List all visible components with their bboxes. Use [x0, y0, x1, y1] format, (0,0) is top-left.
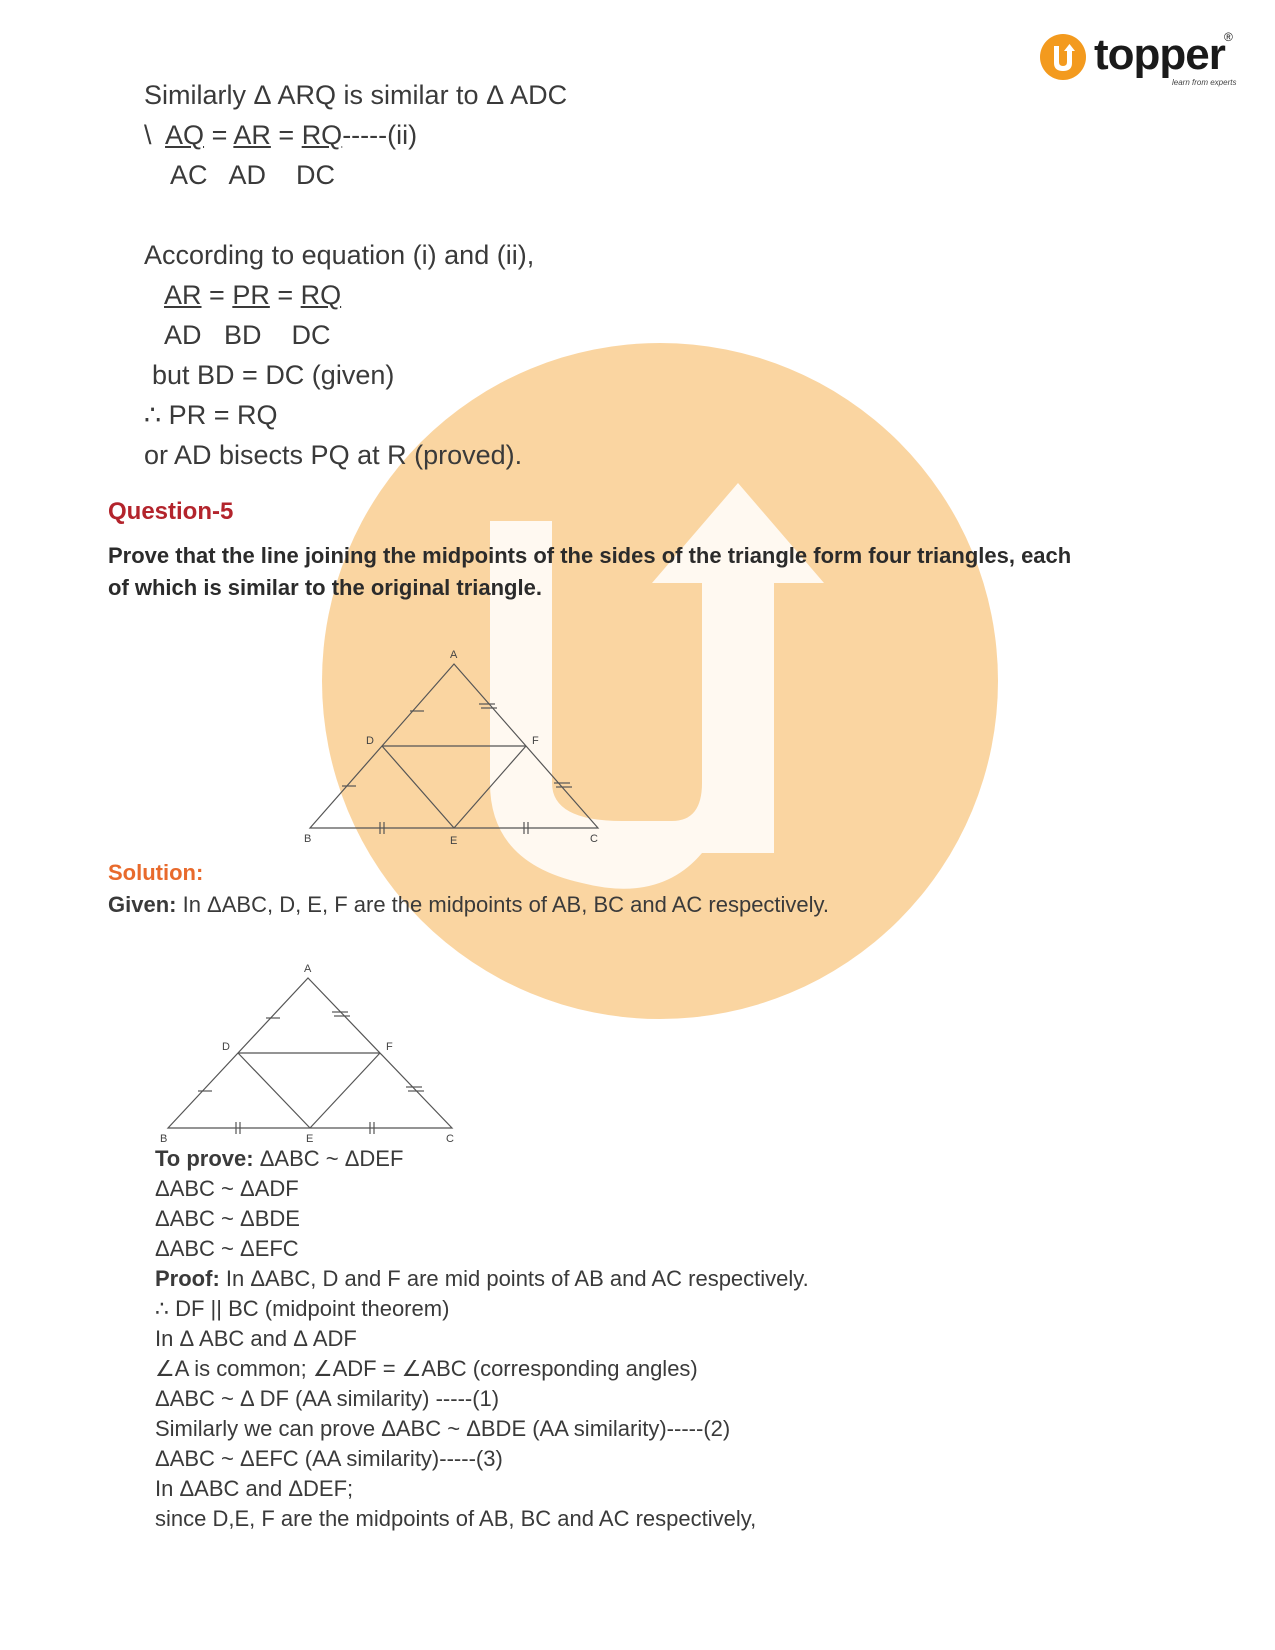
eq-num-aq: AQ [165, 120, 205, 150]
logo-wordmark: topper [1094, 30, 1225, 79]
vertex-e-label: E [450, 835, 458, 847]
proof-line [155, 1266, 809, 1292]
to-prove-text: ΔABC ~ ΔDEF [253, 1146, 404, 1171]
eq-sign: = [278, 120, 295, 150]
eq-num-ar: AR [164, 280, 202, 310]
to-prove-line [155, 1146, 403, 1172]
eq-sign: = [209, 280, 225, 310]
topper-logo-icon [1040, 34, 1086, 80]
registered-mark: ® [1224, 30, 1233, 44]
vertex-d-label: D [222, 1041, 230, 1053]
eq-num-pr: PR [232, 280, 270, 310]
eq-tag: -----(ii) [342, 120, 418, 150]
vertex-c-label: C [446, 1133, 454, 1145]
proof-line-since: since D,E, F are the midpoints of AB, BC and AC respectively, [155, 1506, 757, 1531]
proof-label: Proof: [155, 1266, 220, 1291]
vertex-c-label: C [590, 833, 598, 845]
vertex-a-label: A [304, 963, 312, 975]
line-pr-rq: ∴ PR = RQ [144, 400, 278, 430]
proof-line-1: ΔABC ~ Δ DF (AA similarity) -----(1) [155, 1386, 500, 1411]
vertex-a-label: A [450, 649, 458, 661]
triangle-figure-question [290, 640, 620, 850]
given-line [108, 892, 829, 918]
line-according: According to equation (i) and (ii), [144, 240, 535, 270]
segment-ef [310, 1053, 380, 1128]
given-text: In ΔABC, D, E, F are the midpoints of AB, BC and AC respectively. [176, 892, 830, 917]
to-prove-label: To prove: [155, 1146, 254, 1171]
equation-combined [164, 280, 341, 311]
proof-line-angles: ∠A is common; ∠ADF = ∠ABC (corresponding angles) [155, 1356, 698, 1381]
eq-sign: = [211, 120, 228, 150]
segment-de [238, 1053, 310, 1128]
solution-heading: Solution: [108, 860, 204, 885]
eq-sign: = [277, 280, 294, 310]
eq-num-rq: RQ [301, 120, 343, 150]
given-label: Given: [108, 892, 177, 917]
proof-line-in-abc-adf: In Δ ABC and Δ ADF [155, 1326, 357, 1351]
proof-line-abc-def: In ΔABC and ΔDEF; [155, 1476, 354, 1501]
triangle-figure-solution [150, 950, 480, 1150]
vertex-f-label: F [386, 1041, 393, 1053]
vertex-b-label: B [304, 833, 312, 845]
equation-combined-denominators: AD BD DC [164, 320, 331, 350]
proof-line-3: ΔABC ~ ΔEFC (AA similarity)-----(3) [155, 1446, 503, 1471]
line-similar-arq: Similarly Δ ARQ is similar to Δ ADC [144, 80, 568, 110]
equation-ii-denominators: AC AD DC [170, 160, 336, 190]
prove-line-1: ΔABC ~ ΔADF [155, 1176, 299, 1201]
proof-line-df-bc: ∴ DF || BC (midpoint theorem) [155, 1296, 450, 1321]
eq-num-rq: RQ [300, 280, 342, 310]
proof-text: In ΔABC, D and F are mid points of AB and AC respectively. [219, 1266, 809, 1291]
vertex-e-label: E [306, 1133, 314, 1145]
eq-num-ar: AR [233, 120, 271, 150]
topper-logo[interactable] [1040, 30, 1240, 94]
line-but-bd-dc: but BD = DC (given) [152, 360, 395, 390]
equation-ii [144, 120, 417, 151]
question-heading: Question-5 [108, 498, 234, 525]
question-text: Prove that the line joining the midpoints of the sides of the triangle form four triangles, each of which is similar to the original triangle. [108, 543, 1072, 600]
vertex-b-label: B [160, 1133, 168, 1145]
vertex-f-label: F [532, 735, 539, 747]
eq-prefix: \ [144, 120, 152, 150]
proof-line-2: Similarly we can prove ΔABC ~ ΔBDE (AA similarity)-----(2) [155, 1416, 731, 1441]
segment-ef [454, 746, 526, 828]
logo-tagline: learn from experts [1172, 78, 1237, 87]
prove-line-2: ΔABC ~ ΔBDE [155, 1206, 300, 1231]
line-ad-bisects: or AD bisects PQ at R (proved). [144, 440, 523, 470]
segment-de [382, 746, 454, 828]
prove-line-3: ΔABC ~ ΔEFC [155, 1236, 299, 1261]
vertex-d-label: D [366, 735, 374, 747]
